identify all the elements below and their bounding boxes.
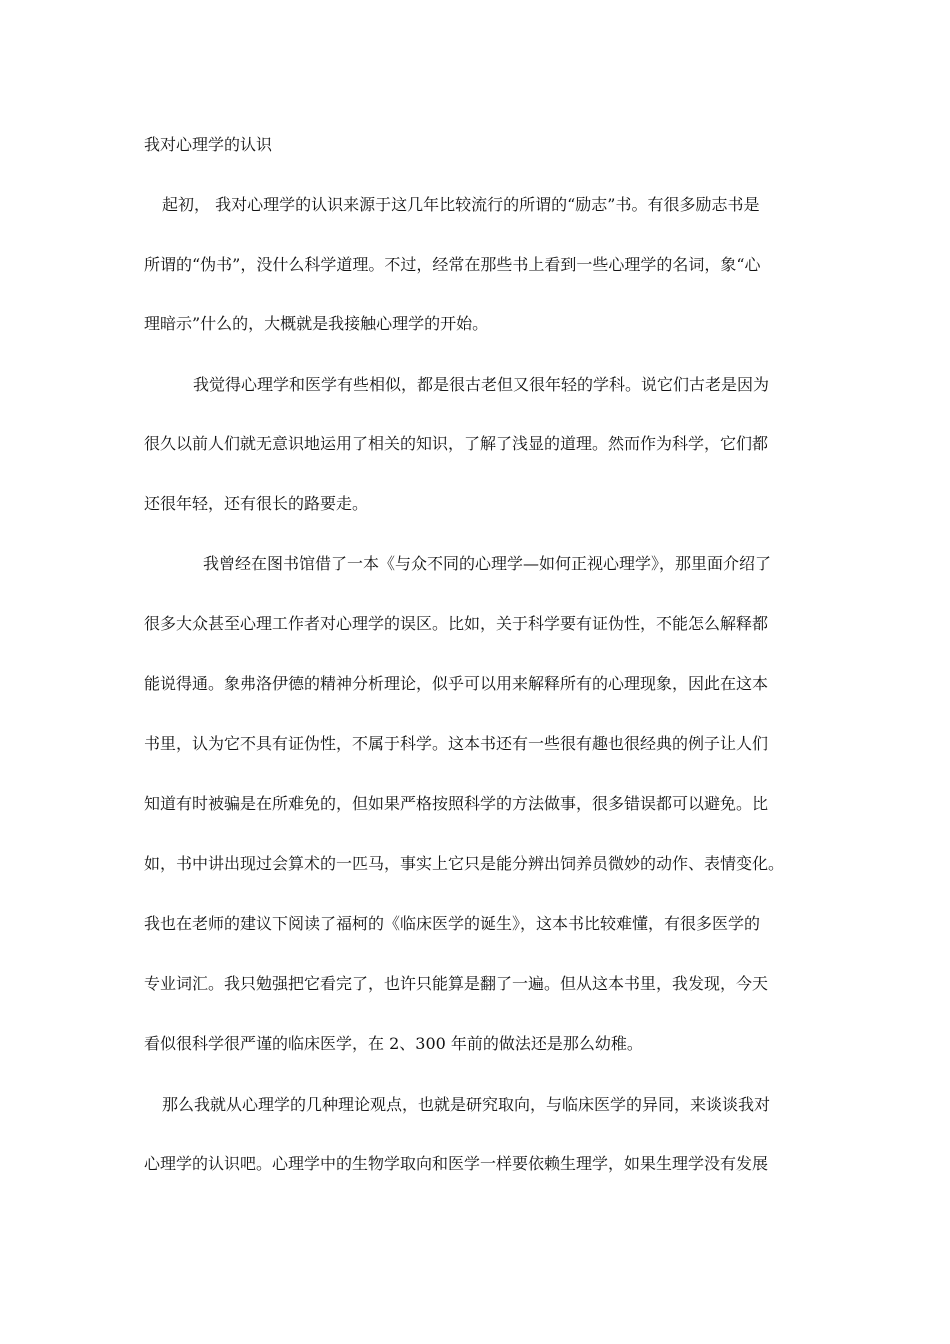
paragraph-3-line-6: 如，书中讲出现过会算术的一匹马，事实上它只是能分辨出饲养员微妙的动作、表情变化。 — [144, 854, 785, 873]
paragraph-1-line-3: 理暗示”什么的，大概就是我接触心理学的开始。 — [144, 314, 489, 333]
paragraph-1-line-1: 起初， 我对心理学的认识来源于这几年比较流行的所谓的“励志”书。有很多励志书是 — [162, 195, 760, 214]
paragraph-3-line-9: 看似很科学很严谨的临床医学，在 2、300 年前的做法还是那么幼稚。 — [144, 1034, 643, 1053]
paragraph-3-line-2: 很多大众甚至心理工作者对心理学的误区。比如，关于科学要有证伪性，不能怎么解释都 — [144, 614, 769, 633]
paragraph-3-line-4: 书里，认为它不具有证伪性，不属于科学。这本书还有一些很有趣也很经典的例子让人们 — [144, 734, 769, 753]
paragraph-2-line-3: 还很年轻，还有很长的路要走。 — [144, 494, 369, 513]
paragraph-2-line-1: 我觉得心理学和医学有些相似，都是很古老但又很年轻的学科。说它们古老是因为 — [193, 375, 770, 394]
paragraph-4-line-2: 心理学的认识吧。心理学中的生物学取向和医学一样要依赖生理学，如果生理学没有发展 — [144, 1154, 769, 1173]
paragraph-3-line-5: 知道有时被骗是在所难免的，但如果严格按照科学的方法做事，很多错误都可以避免。比 — [144, 794, 769, 813]
paragraph-1-line-2: 所谓的“伪书”，没什么科学道理。不过，经常在那些书上看到一些心理学的名词，象“心 — [144, 255, 761, 274]
paragraph-3-line-1: 我曾经在图书馆借了一本《与众不同的心理学—如何正视心理学》，那里面介绍了 — [203, 554, 772, 573]
paragraph-4-line-1: 那么我就从心理学的几种理论观点，也就是研究取向，与临床医学的异同，来谈谈我对 — [162, 1095, 771, 1114]
paragraph-3-line-3: 能说得通。象弗洛伊德的精神分析理论，似乎可以用来解释所有的心理现象，因此在这本 — [144, 674, 769, 693]
paragraph-2-line-2: 很久以前人们就无意识地运用了相关的知识，了解了浅显的道理。然而作为科学，它们都 — [144, 434, 769, 453]
paragraph-3-line-8: 专业词汇。我只勉强把它看完了，也许只能算是翻了一遍。但从这本书里，我发现，今天 — [144, 974, 769, 993]
paragraph-3-line-7: 我也在老师的建议下阅读了福柯的《临床医学的诞生》，这本书比较难懂，有很多医学的 — [144, 914, 761, 933]
document-title: 我对心理学的认识 — [144, 135, 273, 154]
